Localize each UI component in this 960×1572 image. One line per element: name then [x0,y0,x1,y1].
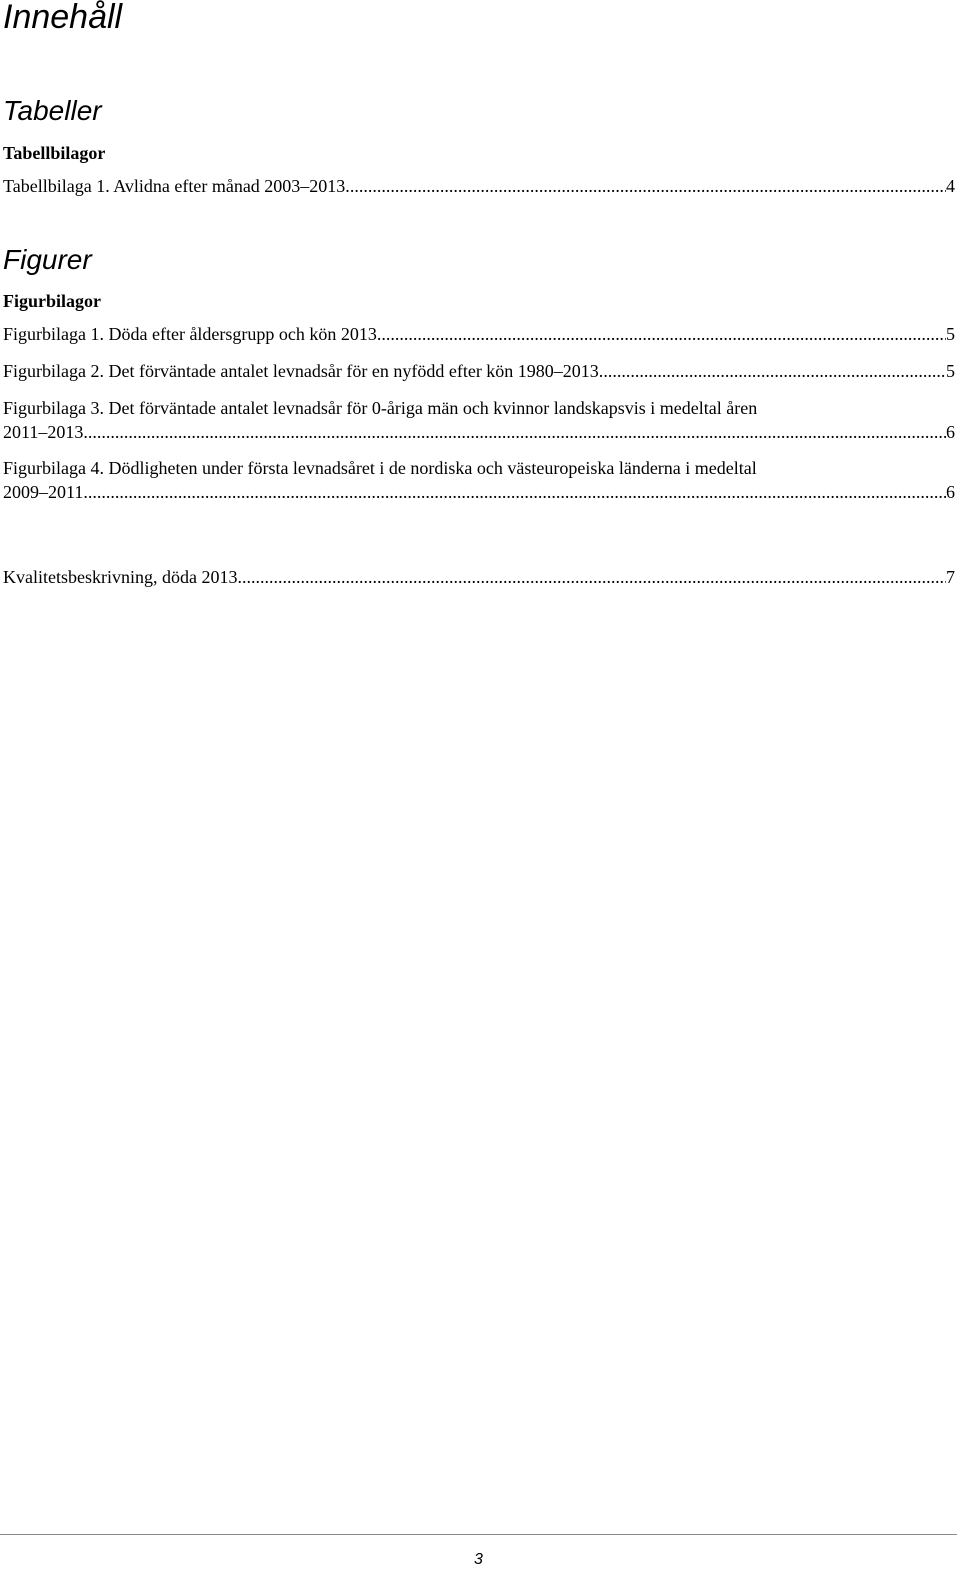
footer-divider [0,1534,957,1535]
page-title: Innehåll [3,0,123,36]
toc-entry-figurbilaga-4[interactable] [3,456,955,504]
toc-entry-page: 5 [946,324,955,344]
toc-entry-page: 6 [946,482,955,502]
toc-entry-page: 6 [946,422,955,442]
dot-leader [237,565,946,589]
toc-entry-tabellbilaga-1[interactable] [3,174,955,198]
toc-entry-figurbilaga-1[interactable] [3,322,955,346]
toc-entry-text: 2009–2011. [3,482,88,502]
toc-entry-figurbilaga-2[interactable] [3,359,955,383]
toc-entry-text: 2011–2013. [3,422,88,442]
dot-leader [88,420,946,444]
toc-entry-page: 5 [946,361,955,381]
section-heading-tabeller: Tabeller [3,95,102,126]
toc-entry-text-line1: Figurbilaga 3. Det förväntade antalet levnadsår för 0-åriga män och kvinnor landskapsvis i medeltal åren [3,398,758,418]
toc-entry-text: Tabellbilaga 1. Avlidna efter månad 2003–2013. [3,176,350,196]
toc-entry-text-line1: Figurbilaga 4. Dödligheten under första levnadsåret i de nordiska och västeuropeiska länderna i medeltal [3,458,757,478]
dot-leader [350,174,946,198]
toc-entry-kvalitetsbeskrivning[interactable] [3,565,955,589]
dot-leader [88,480,946,504]
toc-entry-figurbilaga-3[interactable] [3,396,955,444]
subheading-figurbilagor: Figurbilagor [3,291,101,311]
dot-leader [381,322,946,346]
section-heading-figurer: Figurer [3,244,92,275]
dot-leader [603,359,946,383]
toc-entry-page: 7 [946,567,955,587]
toc-entry-page: 4 [946,176,955,196]
toc-entry-text: Figurbilaga 2. Det förväntade antalet levnadsår för en nyfödd efter kön 1980–2013. [3,361,604,381]
toc-entry-text: Figurbilaga 1. Döda efter åldersgrupp och kön 2013. [3,324,382,344]
page-number: 3 [474,1551,483,1568]
toc-entry-text: Kvalitetsbeskrivning, döda 2013 [3,567,238,587]
subheading-tabellbilagor: Tabellbilagor [3,143,106,163]
